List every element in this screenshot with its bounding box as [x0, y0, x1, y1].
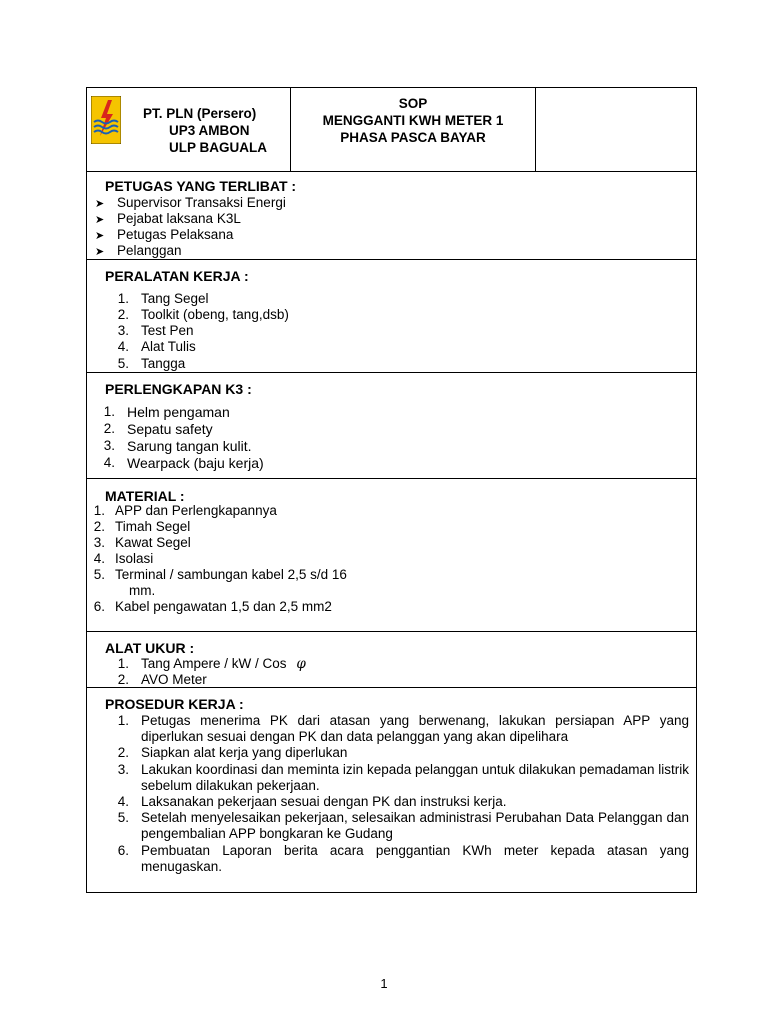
page-number: 1 — [380, 976, 388, 991]
list-item: Wearpack (baju kerja) — [127, 455, 264, 471]
section-peralatan — [87, 260, 696, 373]
list-number: 1. — [117, 291, 129, 306]
list-number: 4. — [93, 551, 105, 566]
header-row — [87, 88, 696, 172]
list-number: 3. — [117, 323, 129, 338]
list-item: Terminal / sambungan kabel 2,5 s/d 16 — [115, 567, 347, 582]
list-number: 2. — [103, 421, 115, 436]
prosedur-title: PROSEDUR KERJA : — [105, 696, 244, 712]
petugas-title: PETUGAS YANG TERLIBAT : — [105, 178, 297, 194]
section-material — [87, 479, 696, 632]
bullet-arrow-icon: ➤ — [95, 230, 105, 242]
company-cell — [87, 88, 291, 171]
list-number: 3. — [117, 762, 129, 777]
procedure-step: Lakukan koordinasi dan meminta izin kepada pelanggan untuk dilakukan pemadaman listrik sebelum dilakukan pekerjaan. — [141, 762, 689, 794]
list-item: Pejabat laksana K3L — [117, 211, 241, 226]
list-item: Sarung tangan kulit. — [127, 438, 252, 454]
list-number: 3. — [93, 535, 105, 550]
section-petugas — [87, 171, 696, 260]
list-number: 5. — [117, 810, 129, 825]
list-item: APP dan Perlengkapannya — [115, 503, 277, 518]
sop-title-line-1: MENGGANTI KWH METER 1 — [322, 113, 504, 128]
list-item: Tang Segel — [141, 291, 209, 306]
k3-title: PERLENGKAPAN K3 : — [105, 381, 252, 397]
section-alat-ukur — [87, 632, 696, 688]
list-number: 2. — [117, 672, 129, 687]
list-item-continuation: mm. — [129, 583, 156, 598]
procedure-step: Pembuatan Laporan berita acara penggantian KWh meter kepada atasan yang menugaskan. — [141, 843, 689, 875]
procedure-step: Siapkan alat kerja yang diperlukan — [141, 745, 348, 760]
list-item: Helm pengaman — [127, 404, 230, 420]
list-item: AVO Meter — [141, 672, 207, 687]
procedure-step: Setelah menyelesaikan pekerjaan, selesaikan administrasi Perubahan Data Pelanggan dan pengembalian APP bongkaran ke Gudang — [141, 810, 689, 842]
list-number: 5. — [93, 567, 105, 582]
list-item: Toolkit (obeng, tang,dsb) — [141, 307, 289, 322]
alat-ukur-title: ALAT UKUR : — [105, 640, 195, 656]
list-number: 2. — [93, 519, 105, 534]
procedure-step: Petugas menerima PK dari atasan yang berwenang, lakukan persiapan APP yang diperlukan sesuai dengan PK dan data pelanggan yang akan dipelihara — [141, 713, 689, 745]
list-item: Kawat Segel — [115, 535, 191, 550]
subunit-name: ULP BAGUALA — [169, 140, 268, 155]
list-number: 4. — [117, 794, 129, 809]
list-number: 1. — [117, 713, 129, 728]
list-item: Pelanggan — [117, 243, 182, 258]
sop-title-cell — [291, 88, 536, 171]
pln-logo-icon — [91, 96, 121, 144]
list-item: Isolasi — [115, 551, 154, 566]
list-item: Supervisor Transaksi Energi — [117, 195, 286, 210]
sop-document — [86, 87, 697, 893]
unit-name: UP3 AMBON — [169, 123, 250, 138]
list-number: 1. — [117, 656, 129, 671]
list-item: Kabel pengawatan 1,5 dan 2,5 mm2 — [115, 599, 332, 614]
sop-title-line-2: PHASA PASCA BAYAR — [340, 130, 486, 145]
section-prosedur — [87, 688, 696, 892]
bullet-arrow-icon: ➤ — [95, 246, 105, 258]
list-number: 4. — [103, 455, 115, 470]
bullet-arrow-icon: ➤ — [95, 198, 105, 210]
list-item-text: Tang Ampere / kW / Cos — [141, 656, 287, 671]
sop-label: SOP — [398, 96, 428, 111]
list-item: Alat Tulis — [141, 339, 196, 354]
list-number: 1. — [93, 503, 105, 518]
peralatan-title: PERALATAN KERJA : — [105, 268, 249, 284]
section-perlengkapan-k3 — [87, 373, 696, 479]
company-name: PT. PLN (Persero) — [143, 106, 257, 121]
phi-symbol: φ — [296, 656, 306, 672]
procedure-step: Laksanakan pekerjaan sesuai dengan PK dan instruksi kerja. — [141, 794, 507, 809]
bullet-arrow-icon: ➤ — [95, 214, 105, 226]
list-number: 5. — [117, 356, 129, 371]
list-item — [141, 656, 306, 672]
list-item: Timah Segel — [115, 519, 191, 534]
list-number: 3. — [103, 438, 115, 453]
list-number: 4. — [117, 339, 129, 354]
list-item: Sepatu safety — [127, 421, 213, 437]
list-number: 2. — [117, 745, 129, 760]
material-title: MATERIAL : — [105, 488, 185, 504]
list-item: Tangga — [141, 356, 186, 371]
list-number: 6. — [93, 599, 105, 614]
list-item: Test Pen — [141, 323, 194, 338]
list-number: 2. — [117, 307, 129, 322]
list-item: Petugas Pelaksana — [117, 227, 234, 242]
list-number: 1. — [103, 404, 115, 419]
list-number: 6. — [117, 843, 129, 858]
